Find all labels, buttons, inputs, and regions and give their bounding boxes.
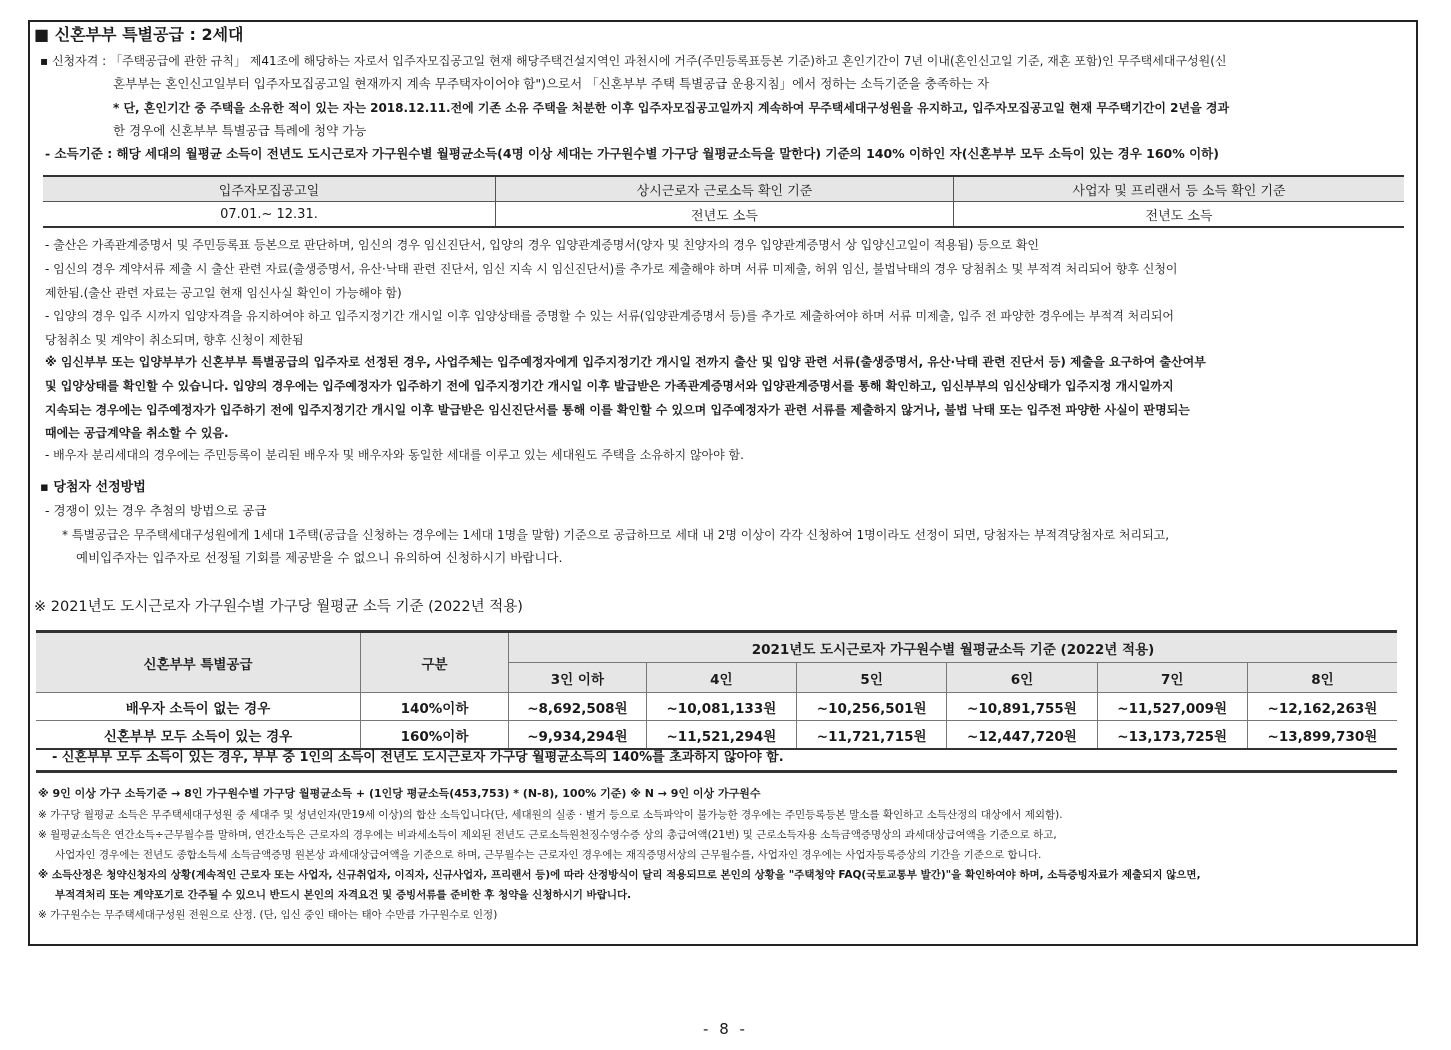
section-title: ■ 신혼부부 특별공급 : 2세대 xyxy=(34,25,244,44)
household-size-header: 8인 xyxy=(1247,663,1397,693)
note-adoption: - 입양의 경우 입주 시까지 입양자격을 유지하여야 하고 입주지정기간 개시일 이후 입양상태를 증명할 수 있는 서류(입양관계증명서 등)를 추가로 제출하여야 하며 서류 미제출, 입주 전 파양한 경우에는 부적격 처리되어 xyxy=(45,309,1175,323)
row-percent: 160%이하 xyxy=(361,721,509,750)
row-label: 신혼부부 모두 소득이 있는 경우 xyxy=(36,721,361,750)
table2-header-category: 신혼부부 특별공급 xyxy=(36,632,361,693)
bold-note-line: 지속되는 경우에는 입주예정자가 입주하기 전에 입주지정기간 개시일 이후 발급받은 임신진단서를 통해 이를 확인할 수 있으며 입주예정자가 관련 서류를 제출하지 않거나, 불법 낙태 또는 입주전 파양한 사실이 판명되는 xyxy=(45,403,1190,417)
income-standard-table xyxy=(36,630,1397,750)
footnote: ※ 가구원수는 무주택세대구성원 전원으로 산정. (단, 임신 중인 태아는 태아 수만큼 가구원수로 인정) xyxy=(38,909,498,921)
eligibility-line-4: 한 경우에 신혼부부 특별공급 특례에 청약 가능 xyxy=(113,123,367,138)
note-pregnancy-cont: 제한됨.(출산 관련 자료는 공고일 현재 임신사실 확인이 가능해야 함) xyxy=(45,286,402,300)
income-table-title: ※ 2021년도 도시근로자 가구원수별 가구당 월평균 소득 기준 (2022년 적용) xyxy=(34,599,523,615)
table1-header: 상시근로자 근로소득 확인 기준 xyxy=(496,176,954,202)
income-value: ~13,899,730원 xyxy=(1247,721,1397,750)
footnote: 사업자인 경우에는 전년도 종합소득세 소득금액증명 원본상 과세대상급여액을 기준으로 하며, 근무월수는 근로자인 경우에는 재직증명서상의 근무월수를, 사업자인 경우에는 사업자등록증상의 기간을 기준으로 합니다. xyxy=(55,849,1042,861)
household-size-header: 5인 xyxy=(797,663,947,693)
footnote: ※ 월평균소득은 연간소득÷근무월수를 말하며, 연간소득은 근로자의 경우에는 비과세소득이 제외된 전년도 근로소득원천징수영수증 상의 총급여액(21번) 및 근로소득자용 소득금액증명상의 과세대상급여액을 기준으로 하고, xyxy=(38,829,1057,841)
page-number: - 8 - xyxy=(703,1020,748,1038)
table1-cell: 07.01.~ 12.31. xyxy=(220,206,318,222)
income-value: ~10,081,133원 xyxy=(646,693,796,721)
income-value: ~9,934,294원 xyxy=(509,721,647,750)
table-row xyxy=(36,721,1397,750)
footnote-nine-person: ※ 9인 이상 가구 소득기준 → 8인 가구원수별 가구당 월평균소득 + (1인당 평균소득(453,753) * (N-8), 100% 기준) ※ N → 9인 이상 가구원수 xyxy=(38,787,761,800)
spouse-note: - 배우자 분리세대의 경우에는 주민등록이 분리된 배우자 및 배우자와 동일한 세대를 이루고 있는 세대원도 주택을 소유하지 않아야 함. xyxy=(45,448,744,462)
row-label: 배우자 소득이 없는 경우 xyxy=(36,693,361,721)
table2-group-header: 2021년도 도시근로자 가구원수별 월평균소득 기준 (2022년 적용) xyxy=(509,632,1398,663)
note-pregnancy: - 임신의 경우 계약서류 제출 시 출산 관련 자료(출생증명서, 유산·낙태 관련 진단서, 임신 지속 시 임신진단서)를 추가로 제출해야 하며 서류 미제출, 허위 임신, 불법낙태의 경우 당첨취소 및 부적격 처리되어 향후 신청이 xyxy=(45,262,1178,276)
table1-cell: 전년도 소득 xyxy=(496,202,954,228)
household-size-header: 3인 이하 xyxy=(509,663,647,693)
eligibility-line-1: ▪ 신청자격 : 「주택공급에 관한 규칙」 제41조에 해당하는 자로서 입주자모집공고일 현재 해당주택건설지역인 과천시에 거주(주민등록표등본 기준)하고 혼인기간이 7년 이내(혼인신고일 기준, 재혼 포함)인 무주택세대구성원(신 xyxy=(40,54,1227,68)
table1-header: 사업자 및 프리랜서 등 소득 확인 기준 xyxy=(954,176,1405,202)
household-size-header: 6인 xyxy=(947,663,1097,693)
footnote: ※ 가구당 월평균 소득은 무주택세대구성원 중 세대주 및 성년인자(만19세 이상)의 합산 소득입니다(단, 세대원의 실종 · 별거 등으로 소득파악이 불가능한 경우에는 주민등록등본 말소를 확인하고 소득산정의 대상에서 제외함). xyxy=(38,809,1063,821)
table2-footnote: - 신혼부부 모두 소득이 있는 경우, 부부 중 1인의 소득이 전년도 도시근로자 가구당 월평균소득의 140%를 초과하지 않아야 함. xyxy=(52,750,784,765)
bold-note-line: 및 입양상태를 확인할 수 있습니다. 입양의 경우에는 입주예정자가 입주하기 전에 입주지정기간 개시일 이후 발급받은 가족관계증명서와 입양관계증명서를 통해 확인하고, 임신부부의 임신상태가 입주지정 개시일까지 xyxy=(45,379,1174,393)
winner-line-2: * 특별공급은 무주택세대구성원에게 1세대 1주택(공급을 신청하는 경우에는 1세대 1명을 말함) 기준으로 공급하므로 세대 내 2명 이상이 각각 신청하여 1명이라도 선정이 되면, 당첨자는 부적격당첨자로 처리되고, xyxy=(62,528,1170,542)
bold-note-line: 때에는 공급계약을 취소할 수 있음. xyxy=(45,426,229,440)
household-size-header: 7인 xyxy=(1097,663,1247,693)
table1-header: 입주자모집공고일 xyxy=(43,176,496,202)
eligibility-line-3: * 단, 혼인기간 중 주택을 소유한 적이 있는 자는 2018.12.11.전에 기존 소유 주택을 처분한 이후 입주자모집공고일까지 계속하여 무주택세대구성원을 유지하고, 입주자모집공고일 현재 무주택기간이 2년을 경과 xyxy=(113,101,1230,115)
footnote: 부적격처리 또는 계약포기로 간주될 수 있으니 반드시 본인의 자격요건 및 증빙서류를 준비한 후 청약을 신청하시기 바랍니다. xyxy=(55,889,632,901)
note-birth: - 출산은 가족관계증명서 및 주민등록표 등본으로 판단하며, 임신의 경우 임신진단서, 입양의 경우 입양관계증명서(양자 및 친양자의 경우 입양관계증명서 상 입양신고일이 적용됨) 등으로 확인 xyxy=(45,238,1040,252)
table-row xyxy=(36,693,1397,721)
household-size-header: 4인 xyxy=(646,663,796,693)
bold-note-line: ※ 임신부부 또는 입양부부가 신혼부부 특별공급의 입주자로 선정된 경우, 사업주체는 입주예정자에게 입주지정기간 개시일 전까지 출산 및 입양 관련 서류(출생증명서, 유산·낙태 관련 진단서 등) 제출을 요구하여 출산여부 xyxy=(45,355,1206,369)
income-check-table xyxy=(43,175,1404,228)
income-value: ~12,447,720원 xyxy=(947,721,1097,750)
income-value: ~8,692,508원 xyxy=(509,693,647,721)
income-value: ~11,527,009원 xyxy=(1097,693,1247,721)
winner-line-3: 예비입주자는 입주자로 선정될 기회를 제공받을 수 없으니 유의하여 신청하시기 바랍니다. xyxy=(76,550,563,565)
row-percent: 140%이하 xyxy=(361,693,509,721)
table1-cell: 전년도 소득 xyxy=(954,202,1405,228)
income-value: ~10,891,755원 xyxy=(947,693,1097,721)
eligibility-line-2: 혼부부는 혼인신고일부터 입주자모집공고일 현재까지 계속 무주택자이어야 함")으로서 「신혼부부 주택 특별공급 운용지침」에서 정하는 소득기준을 충족하는 자 xyxy=(113,76,990,91)
table2-header-type: 구분 xyxy=(361,632,509,693)
note-adoption-cont: 당첨취소 및 계약이 취소되며, 향후 신청이 제한됨 xyxy=(45,333,304,347)
divider xyxy=(36,770,1397,773)
income-value: ~11,721,715원 xyxy=(797,721,947,750)
winner-heading: ▪ 당첨자 선정방법 xyxy=(40,480,146,495)
winner-line-1: - 경쟁이 있는 경우 추첨의 방법으로 공급 xyxy=(45,503,267,518)
income-criteria-line: - 소득기준 : 해당 세대의 월평균 소득이 전년도 도시근로자 가구원수별 월평균소득(4명 이상 세대는 가구원수별 가구당 월평균소득을 말한다) 기준의 140% 이하인 자(신혼부부 모두 소득이 있는 경우 160% 이하) xyxy=(45,146,1219,161)
income-value: ~10,256,501원 xyxy=(797,693,947,721)
income-value: ~12,162,263원 xyxy=(1247,693,1397,721)
income-value: ~13,173,725원 xyxy=(1097,721,1247,750)
income-value: ~11,521,294원 xyxy=(646,721,796,750)
footnote: ※ 소득산정은 청약신청자의 상황(계속적인 근로자 또는 사업자, 신규취업자, 이직자, 신규사업자, 프리랜서 등)에 따라 산정방식이 달리 적용되므로 본인의 상황을 "주택청약 FAQ(국토교통부 발간)"을 확인하여야 하며, 소득증빙자료가 제출되지 않으면, xyxy=(38,869,1201,881)
